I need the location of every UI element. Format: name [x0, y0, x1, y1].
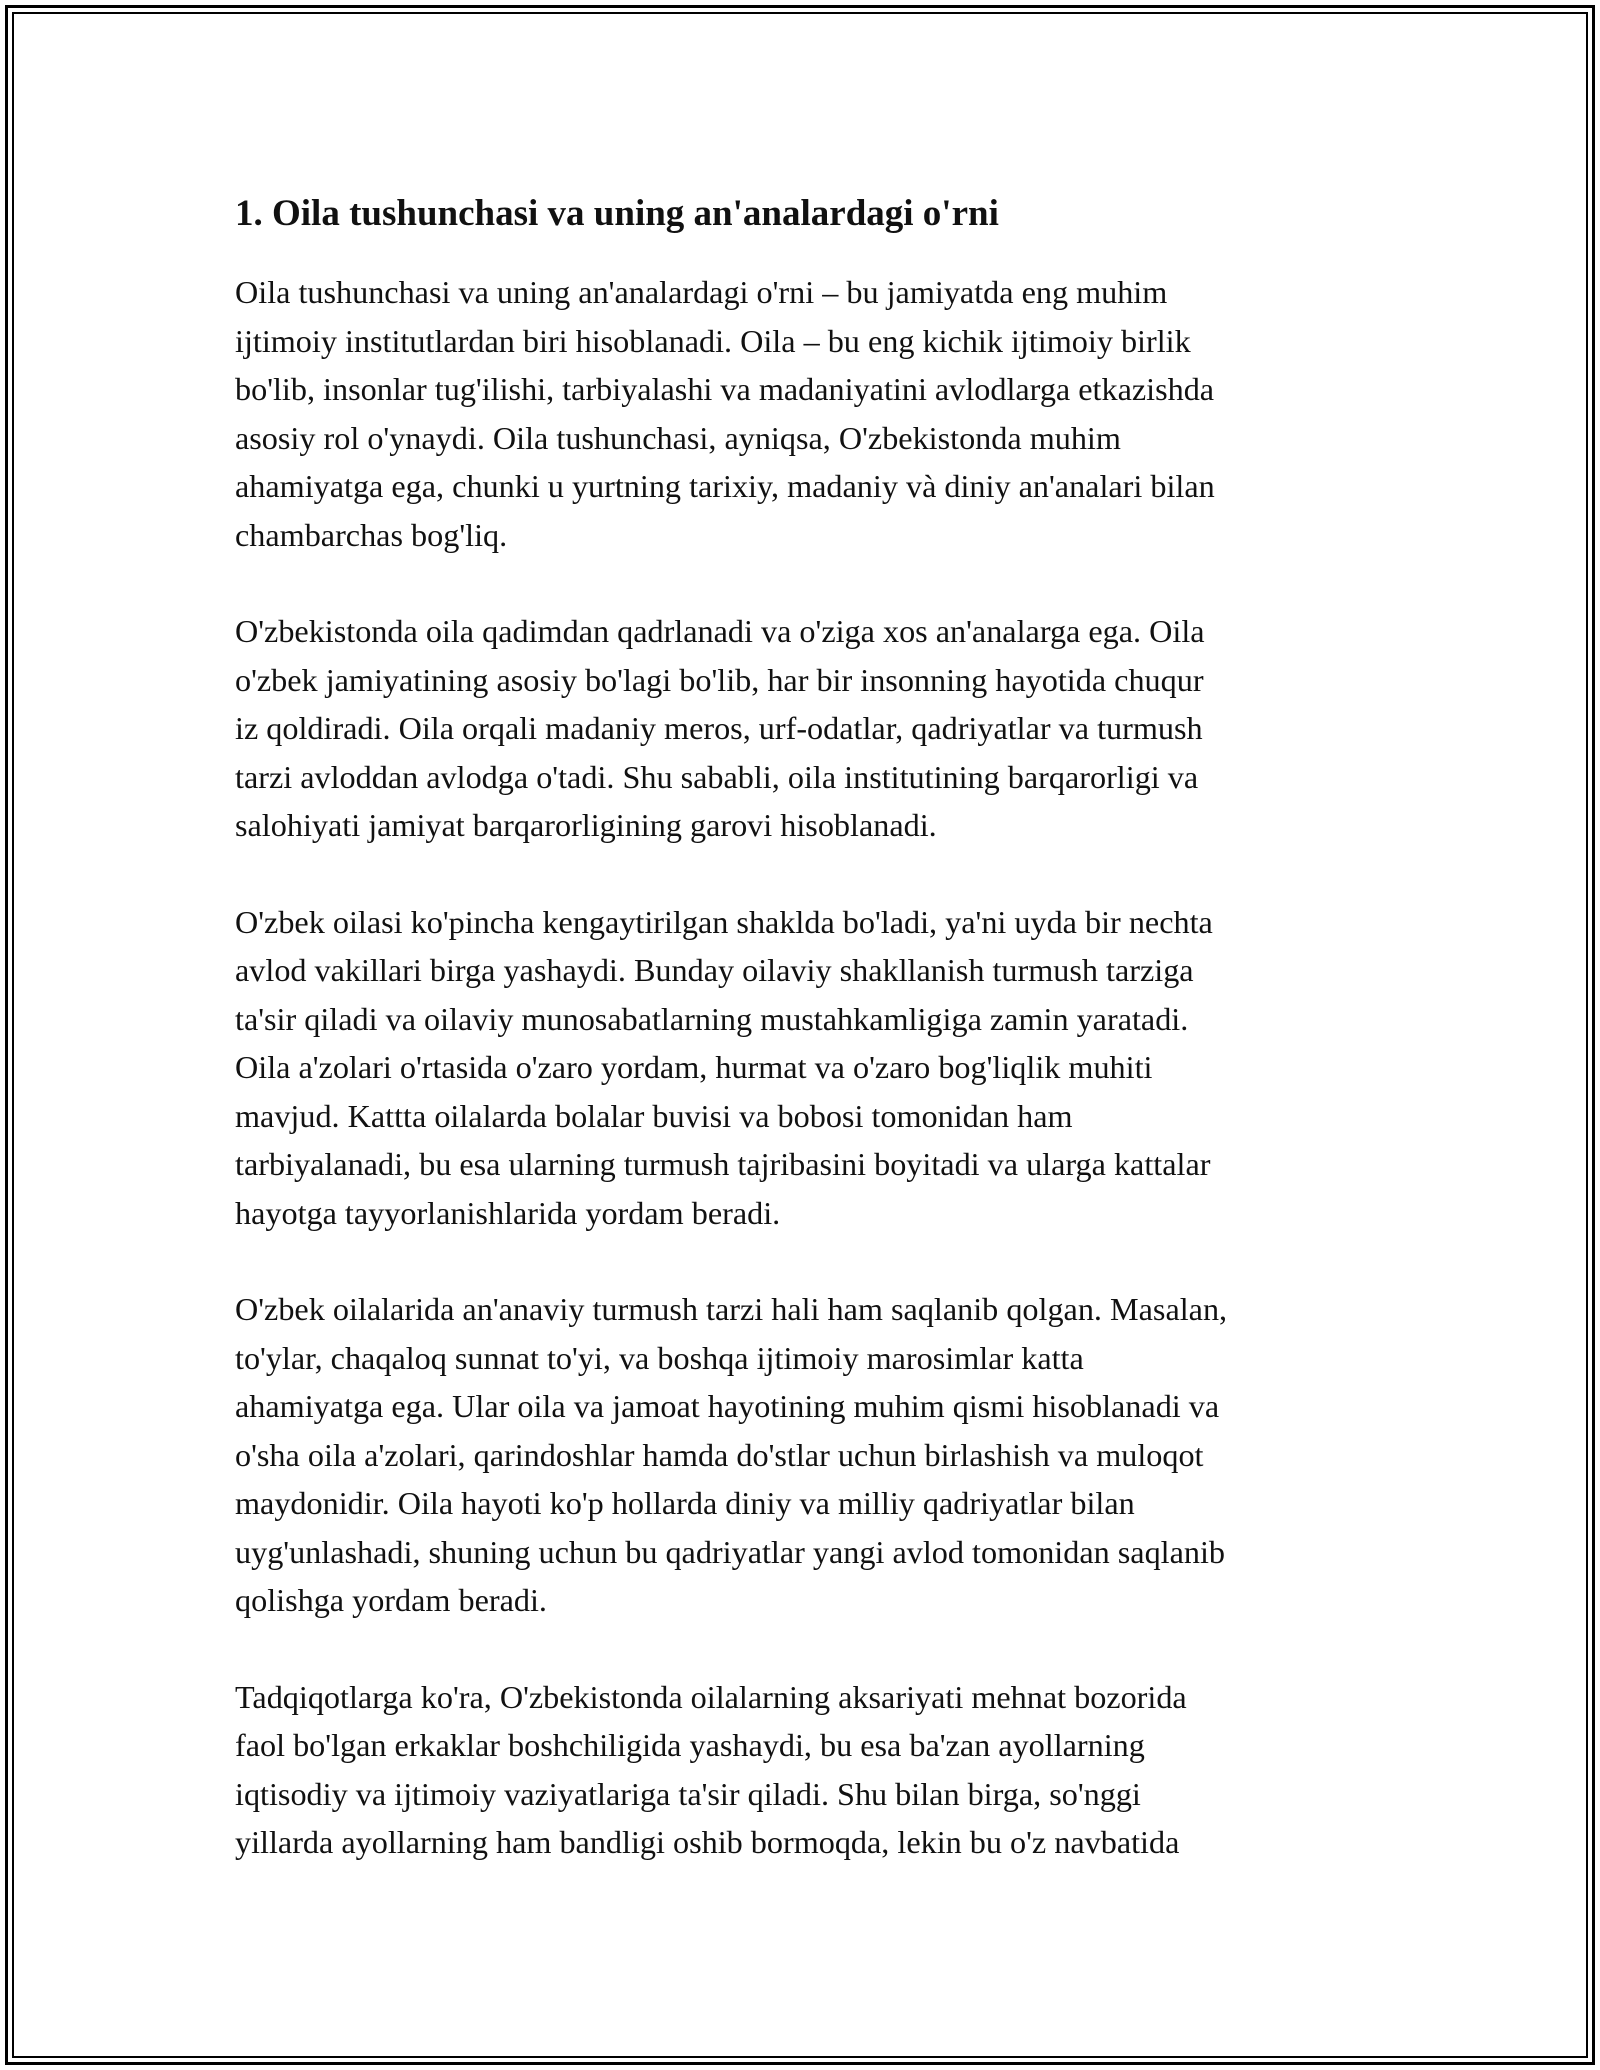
document-body [235, 186, 1375, 1915]
paragraph-1: Oila tushunchasi va uning an'analardagi o'rni – bu jamiyatda eng muhim ijtimoiy institutlardan biri hisoblanadi. Oila – bu eng kichik ijtimoiy birlik bo'lib, insonlar tug'ilishi, tarbiyalashi va madaniyatini avlodlarga etkazishda asosiy rol o'ynaydi. Oila tushunchasi, ayniqsa, O'zbekistonda muhim ahamiyatga ega, chunki u yurtning tarixiy, madaniy và diniy an'analari bilan chambarchas bog'liq. [235, 274, 1215, 553]
section-heading: 1. Oila tushunchasi va uning an'analardagi o'rni [235, 193, 999, 234]
paragraph-3: O'zbek oilasi ko'pincha kengaytirilgan shaklda bo'ladi, ya'ni uyda bir nechta avlod vakillari birga yashaydi. Bunday oilaviy shakllanish turmush tarziga ta'sir qiladi va oilaviy munosabatlarning mustahkamligiga zamin yaratadi. Oila a'zolari o'rtasida o'zaro yordam, hurmat va o'zaro bog'liqlik muhiti mavjud. Kattta oilalarda bolalar buvisi va bobosi tomonidan ham tarbiyalanadi, bu esa ularning turmush tajribasini boyitadi va ularga kattalar hayotga tayyorlanishlarida yordam beradi. [235, 903, 1213, 1231]
paragraph-4: O'zbek oilalarida an'anaviy turmush tarzi hali ham saqlanib qolgan. Masalan, to'ylar, chaqaloq sunnat to'yi, va boshqa ijtimoiy marosimlar katta ahamiyatga ega. Ular oila va jamoat hayotining muhim qismi hisoblanadi va o'sha oila a'zolari, qarindoshlar hamda do'stlar uchun birlashish va muloqot maydonidir. Oila hayoti ko'p hollarda diniy va milliy qadriyatlar bilan uyg'unlashadi, shuning uchun bu qadriyatlar yangi avlod tomonidan saqlanib qolishga yordam beradi. [235, 1291, 1228, 1618]
paragraph-2: O'zbekistonda oila qadimdan qadrlanadi va o'ziga xos an'analarga ega. Oila o'zbek jamiyatining asosiy bo'lagi bo'lib, har bir insonning hayotida chuqur iz qoldiradi. Oila orqali madaniy meros, urf-odatlar, qadriyatlar va turmush tarzi avloddan avlodga o'tadi. Shu sababli, oila institutining barqarorligi va salohiyati jamiyat barqarorligining garovi hisoblanadi. [235, 613, 1205, 843]
paragraph-5: Tadqiqotlarga ko'ra, O'zbekistonda oilalarning aksariyati mehnat bozorida faol bo'lgan erkaklar boshchiligida yashaydi, bu esa ba'zan ayollarning iqtisodiy va ijtimoiy vaziyatlariga ta'sir qiladi. Shu bilan birga, so'nggi yillarda ayollarning ham bandligi oshib bormoqda, lekin bu o'z navbatida [235, 1678, 1187, 1860]
